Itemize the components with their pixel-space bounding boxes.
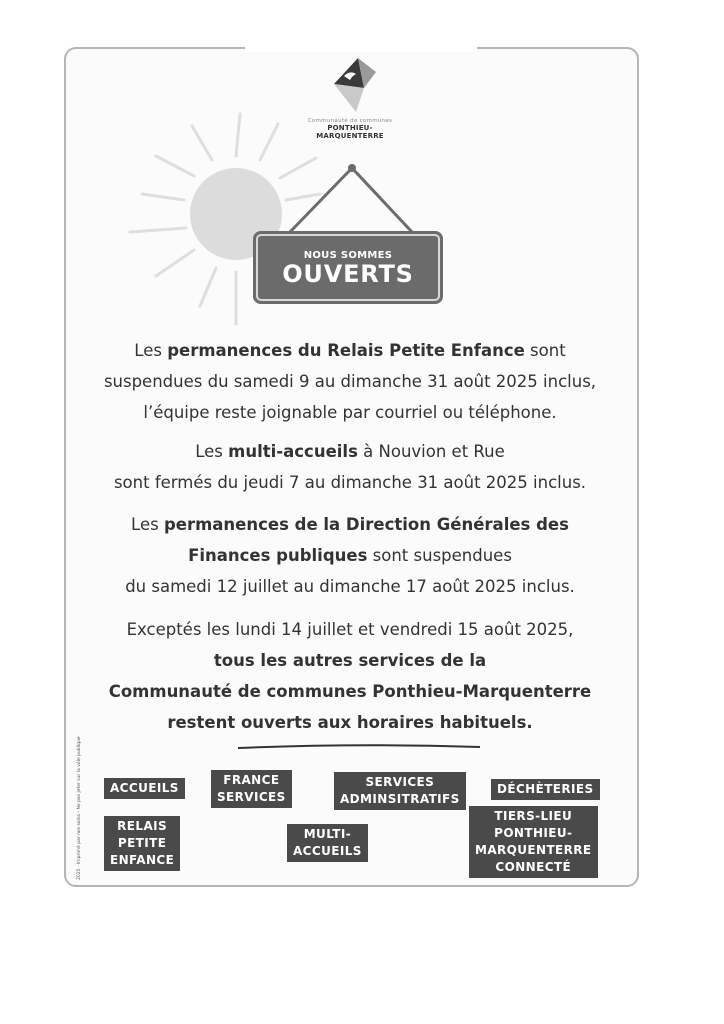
tag-decheteries [491, 779, 600, 800]
tag-multi-accueils [287, 824, 368, 862]
tag-relais-line-2: PETITE [117, 836, 167, 850]
p3-line-2-text: sont suspendues [367, 546, 512, 565]
tag-tiers-line-4: CONNECTÉ [495, 860, 572, 874]
tag-multi-line-1: MULTI- [303, 827, 352, 841]
p2-text-a: Les [195, 442, 229, 461]
tag-tiers-lieu [469, 806, 598, 878]
tag-tiers-line-1: TIERS-LIEU [494, 809, 573, 823]
tag-relais-line-1: RELAIS [117, 819, 168, 833]
paragraph-finances [70, 509, 630, 602]
footer-print-notice: 2025 - Imprimé par nos soins - Ne pas jeter sur la voie publique [77, 736, 82, 880]
p4-line-2: tous les autres services de la [213, 651, 487, 670]
open-sign [253, 231, 443, 304]
p4-line-3: Communauté de communes Ponthieu-Marquenterre [108, 682, 592, 701]
logo-name: PONTHIEU-MARQUENTERRE [316, 124, 384, 140]
p1-text-bold: permanences du Relais Petite Enfance [167, 341, 525, 360]
tag-tiers-line-3: MARQUENTERRE [475, 843, 592, 857]
sign-strings [280, 160, 430, 240]
tag-services-line-2: ADMINSITRATIFS [340, 792, 460, 806]
tag-relais-petite-enfance [104, 816, 180, 871]
logo-small-text: Communauté de communes [307, 118, 393, 124]
tag-france-line-1: FRANCE [223, 773, 280, 787]
p1-line-3: l’équipe reste joignable par courriel ou téléphone. [143, 403, 557, 422]
logo-emblem-icon [320, 54, 380, 116]
p1-text-c: sont [524, 341, 566, 360]
p3-line-3: du samedi 12 juillet au dimanche 17 août 2025 inclus. [125, 577, 575, 596]
tag-services-administratifs [334, 772, 466, 810]
p3-text-bold: permanences de la Direction Générales des [163, 515, 569, 534]
tag-france-services [211, 770, 292, 808]
p3-text-a: Les [131, 515, 164, 534]
p2-line-2: sont fermés du jeudi 7 au dimanche 31 août 2025 inclus. [113, 473, 587, 492]
tag-services-line-1: SERVICES [365, 775, 435, 789]
paragraph-multi-accueils [70, 436, 630, 498]
p2-text-bold: multi-accueils [228, 442, 358, 461]
frame-gap [245, 44, 477, 52]
tag-tiers-line-2: PONTHIEU- [494, 826, 573, 840]
sign-line-2: OUVERTS [282, 260, 414, 288]
paragraph-relais [70, 335, 630, 428]
p4-line-4: restent ouverts aux horaires habituels. [167, 713, 533, 732]
tag-accueils-label: ACCUEILS [110, 781, 179, 795]
tag-france-line-2: SERVICES [217, 790, 286, 804]
p3-line-2-bold: Finances publiques [188, 546, 368, 565]
p1-text-a: Les [134, 341, 168, 360]
tag-multi-line-2: ACCUEILS [293, 844, 362, 858]
tag-decheteries-label: DÉCHÈTERIES [497, 782, 594, 796]
sign-line-1: NOUS SOMMES [303, 250, 393, 261]
p2-text-c: à Nouvion et Rue [357, 442, 505, 461]
paragraph-exceptions [70, 614, 630, 738]
p4-line-1: Exceptés les lundi 14 juillet et vendredi 15 août 2025, [126, 620, 574, 639]
p1-line-2: suspendues du samedi 9 au dimanche 31 août 2025 inclus, [103, 372, 597, 391]
tag-relais-line-3: ENFANCE [110, 853, 175, 867]
decorative-underline [238, 744, 480, 750]
tag-accueils [104, 778, 185, 799]
